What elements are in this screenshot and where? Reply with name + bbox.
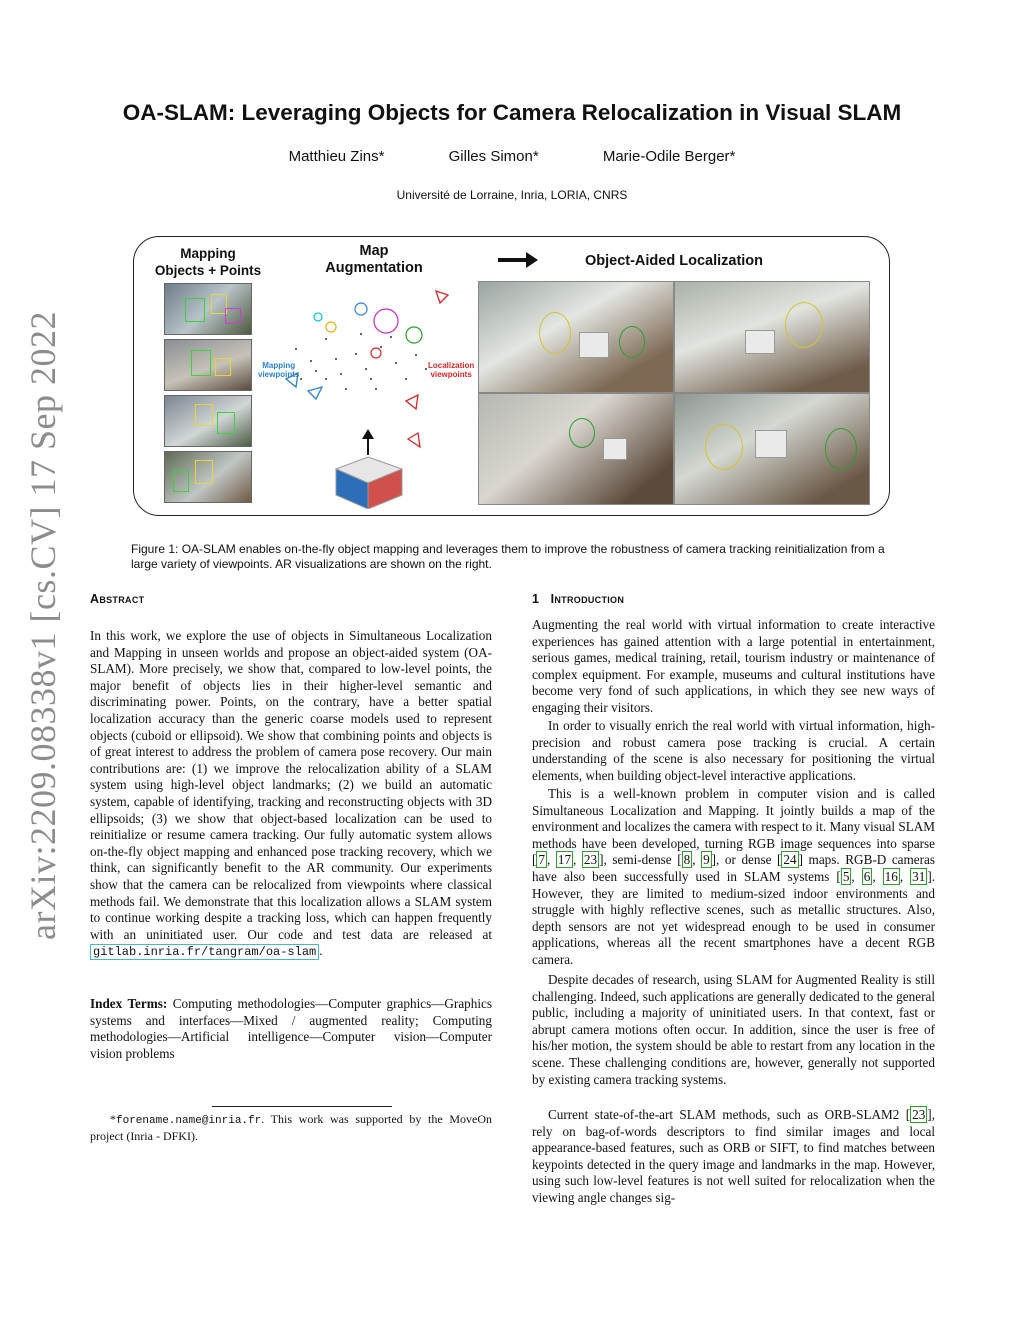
author-name: Matthieu Zins*	[288, 148, 385, 165]
intro-paragraph: Augmenting the real world with virtual information to create interactive experiences has gained attention with a large potential in entertainment, serious games, medical training, retail, tourism industry or maintenance of complex equipment. For example, museums and cultural institutions have become very fond of such applications, in which they see new ways of engaging their visitors.	[532, 617, 935, 715]
figure-label-localization: Object-Aided Localization	[584, 253, 764, 269]
introduction-heading: 1 Introduction	[532, 592, 625, 606]
citation-link[interactable]: 17	[557, 852, 572, 868]
mapping-frame-thumbnail	[164, 451, 252, 503]
arrow-right-icon	[498, 251, 538, 269]
citation-link[interactable]: 5	[842, 868, 850, 884]
figure-1	[133, 236, 890, 516]
mapping-frame-thumbnail	[164, 283, 252, 335]
mapping-frame-thumbnail	[164, 339, 252, 391]
intro-paragraph: This is a well-known problem in computer vision and is called Simultaneous Localization and Mapping. It jointly builds a map of the environment and localizes the camera with respect to it. Many visual SLAM methods have been developed, turning RGB image sequences into sparse [ 7 , 17 , 23 ], semi-dense [ 8 , 9 ], or dense [ 24 ] maps. RGB-D cameras have also been successfully used in SLAM systems [ 5 , 6 , 16 , 31 ]. However, they are limited to medium-sized indoor environments and struggle with highly reflective scenes, such as metallic structures. Also, depth sensors are not yet widespread enough to be used in consumer applications, whereas all the recent smartphones have a decent RGB camera.	[532, 786, 936, 967]
footnote: *forename.name@inria.fr. This work was supported by the MoveOn project (Inria - DFKI).	[90, 1112, 492, 1143]
citation-link[interactable]: 23	[583, 852, 598, 868]
index-terms: Index Terms: Computing methodologies—Computer graphics—Graphics systems and interfaces—Mixed / augmented reality; Computing methodologies—Artificial intelligence—Computer vision—Computer vision problems	[90, 996, 493, 1061]
citation-link[interactable]: 6	[863, 868, 871, 884]
citation-link[interactable]: 8	[683, 852, 691, 868]
citation-link[interactable]: 31	[912, 868, 926, 884]
intro-paragraph: Current state-of-the-art SLAM methods, such as ORB-SLAM2 [ 23 ], rely on bag-of-words descriptors to find similar images and local appearance-based features, such as ORB or SIFT, to find matches between keypoints detected in the query image and landmarks in the map. However, using such low-level features is not well suited for relocalization when the viewing angle changes sig-	[532, 1107, 935, 1205]
ar-visualization-photo	[674, 281, 870, 393]
mapping-viewpoints-label: Mapping viewpoints	[258, 361, 300, 379]
mapping-frame-thumbnail	[164, 395, 252, 447]
figure-label-mapping: Mapping Objects + Points	[154, 246, 262, 278]
citation-link[interactable]: 24	[783, 852, 797, 868]
affiliation: Université de Lorraine, Inria, LORIA, CNRS	[396, 188, 628, 202]
footnote-rule	[212, 1106, 392, 1107]
citation-link[interactable]: 9	[703, 852, 710, 868]
abstract-heading: Abstract	[90, 592, 145, 606]
citation-link[interactable]: 7	[538, 852, 545, 868]
abstract-text: In this work, we explore the use of objects in Simultaneous Localization and Mapping in unseen worlds and propose an object-aided system (OA-SLAM). More precisely, we show that, compared to low-level points, the major benefit of objects lies in their higher-level semantic and discriminating power. Points, on the contrary, have a better spatial localization accuracy than the generic coarse models used to represent objects (cuboid or ellipsoid). We show that combining points and objects is of great interest to address the problem of camera pose recovery. Our main contributions are: (1) we improve the relocalization ability of a SLAM system using high-level object landmarks; (2) we build an automatic system, capable of identifying, tracking and reconstructing objects with 3D ellipsoids; (3) we show that object-based localization can be used to reinitialize or resume camera tracking. Our fully automatic system allows on-the-fly object mapping and enhanced pose tracking recovery, which we think, can significantly benefit to the AR community. Our experiments show that the camera can be relocalized from viewpoints where classical methods fail. We demonstrate that this localization allows a SLAM system to continue working despite a tracking loss, which can happen frequently with an uninitiated user. Our code and test data are released at gitlab.inria.fr/tangram/oa-slam .	[90, 628, 492, 960]
intro-paragraph: Despite decades of research, using SLAM for Augmented Reality is still challenging. Indeed, such applications are generally dedicated to the general public, including a majority of uninitiated users. In that context, fast or abrupt camera motions often occur. In addition, since the user is free of his/her motion, the system should be able to restart from any location in the scene. These challenging conditions are, however, generally not supported by existing camera tracking systems.	[532, 972, 935, 1087]
code-url-link[interactable]: gitlab.inria.fr/tangram/oa-slam	[90, 944, 319, 960]
figure-label-map-augmentation: Map Augmentation	[325, 243, 423, 276]
figure-caption: Figure 1: OA-SLAM enables on-the-fly object mapping and leverages them to improve the robustness of camera tracking reinitialization from a large variety of viewpoints. AR visualizations are shown on the right.	[131, 542, 885, 571]
ar-visualization-photo	[478, 393, 674, 505]
author-name: Marie-Odile Berger*	[602, 148, 736, 165]
ar-visualization-photo	[478, 281, 674, 393]
intro-paragraph: In order to visually enrich the real world with virtual information, high-precision and robust camera pose tracking is crucial. A certain understanding of the scene is also necessary for positioning the virtual elements, when building object-level interactive applications.	[532, 718, 935, 783]
paper-title: OA-SLAM: Leveraging Objects for Camera Relocalization in Visual SLAM	[122, 100, 902, 125]
map-augmentation-diagram	[256, 279, 476, 509]
localization-viewpoints-label: Localization viewpoints	[428, 361, 475, 379]
author-name: Gilles Simon*	[448, 148, 539, 165]
arxiv-stamp: arXiv:2209.08338v1 [cs.CV] 17 Sep 2022	[23, 311, 63, 940]
citation-link[interactable]: 16	[884, 868, 898, 884]
author-list	[0, 148, 1024, 165]
citation-link[interactable]: 23	[912, 1107, 926, 1122]
ar-visualization-photo	[674, 393, 870, 505]
